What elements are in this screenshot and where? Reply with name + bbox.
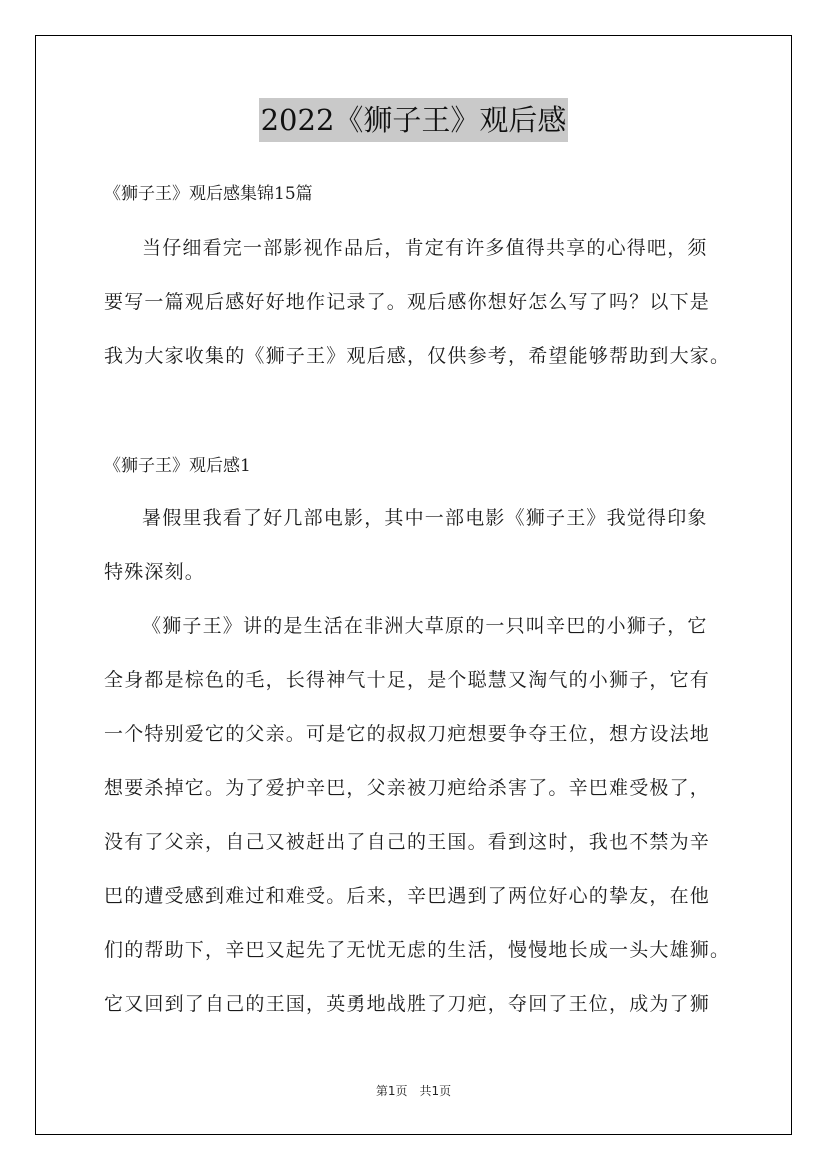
- paragraph-line: 没有了父亲，自己又被赶出了自己的王国。看到这时，我也不禁为辛: [104, 831, 711, 853]
- paragraph-line: 巴的遭受感到难过和难受。后来，辛巴遇到了两位好心的挚友，在他: [104, 885, 711, 907]
- paragraph-line: 特殊深刻。: [104, 561, 206, 583]
- subtitle: 《狮子王》观后感集锦15篇: [104, 184, 313, 204]
- intro-line: 当仔细看完一部影视作品后，肯定有许多值得共享的心得吧，须: [142, 237, 708, 259]
- section-heading: 《狮子王》观后感1: [104, 456, 251, 476]
- paragraph-line: 一个特别爱它的父亲。可是它的叔叔刀疤想要争夺王位，想方设法地: [104, 723, 711, 745]
- paragraph-line: 全身都是棕色的毛，长得神气十足，是个聪慧又淘气的小狮子，它有: [104, 669, 711, 691]
- paragraph-line: 《狮子王》讲的是生活在非洲大草原的一只叫辛巴的小狮子，它: [142, 615, 708, 637]
- paragraph-line: 暑假里我看了好几部电影，其中一部电影《狮子王》我觉得印象: [142, 507, 708, 529]
- paragraph-line: 它又回到了自己的王国，英勇地战胜了刀疤，夺回了王位，成为了狮: [104, 993, 711, 1015]
- paragraph-line: 想要杀掉它。为了爱护辛巴，父亲被刀疤给杀害了。辛巴难受极了，: [104, 777, 711, 799]
- paragraph-line: 们的帮助下，辛巴又起先了无忧无虑的生活，慢慢地长成一头大雄狮。: [104, 939, 731, 961]
- document-title: 2022《狮子王》观后感: [259, 98, 569, 142]
- intro-line: 要写一篇观后感好好地作记录了。观后感你想好怎么写了吗？以下是: [104, 291, 711, 313]
- intro-line: 我为大家收集的《狮子王》观后感，仅供参考，希望能够帮助到大家。: [104, 345, 731, 367]
- title-container: [0, 98, 827, 142]
- page-number-footer: 第1页 共1页: [375, 1084, 452, 1098]
